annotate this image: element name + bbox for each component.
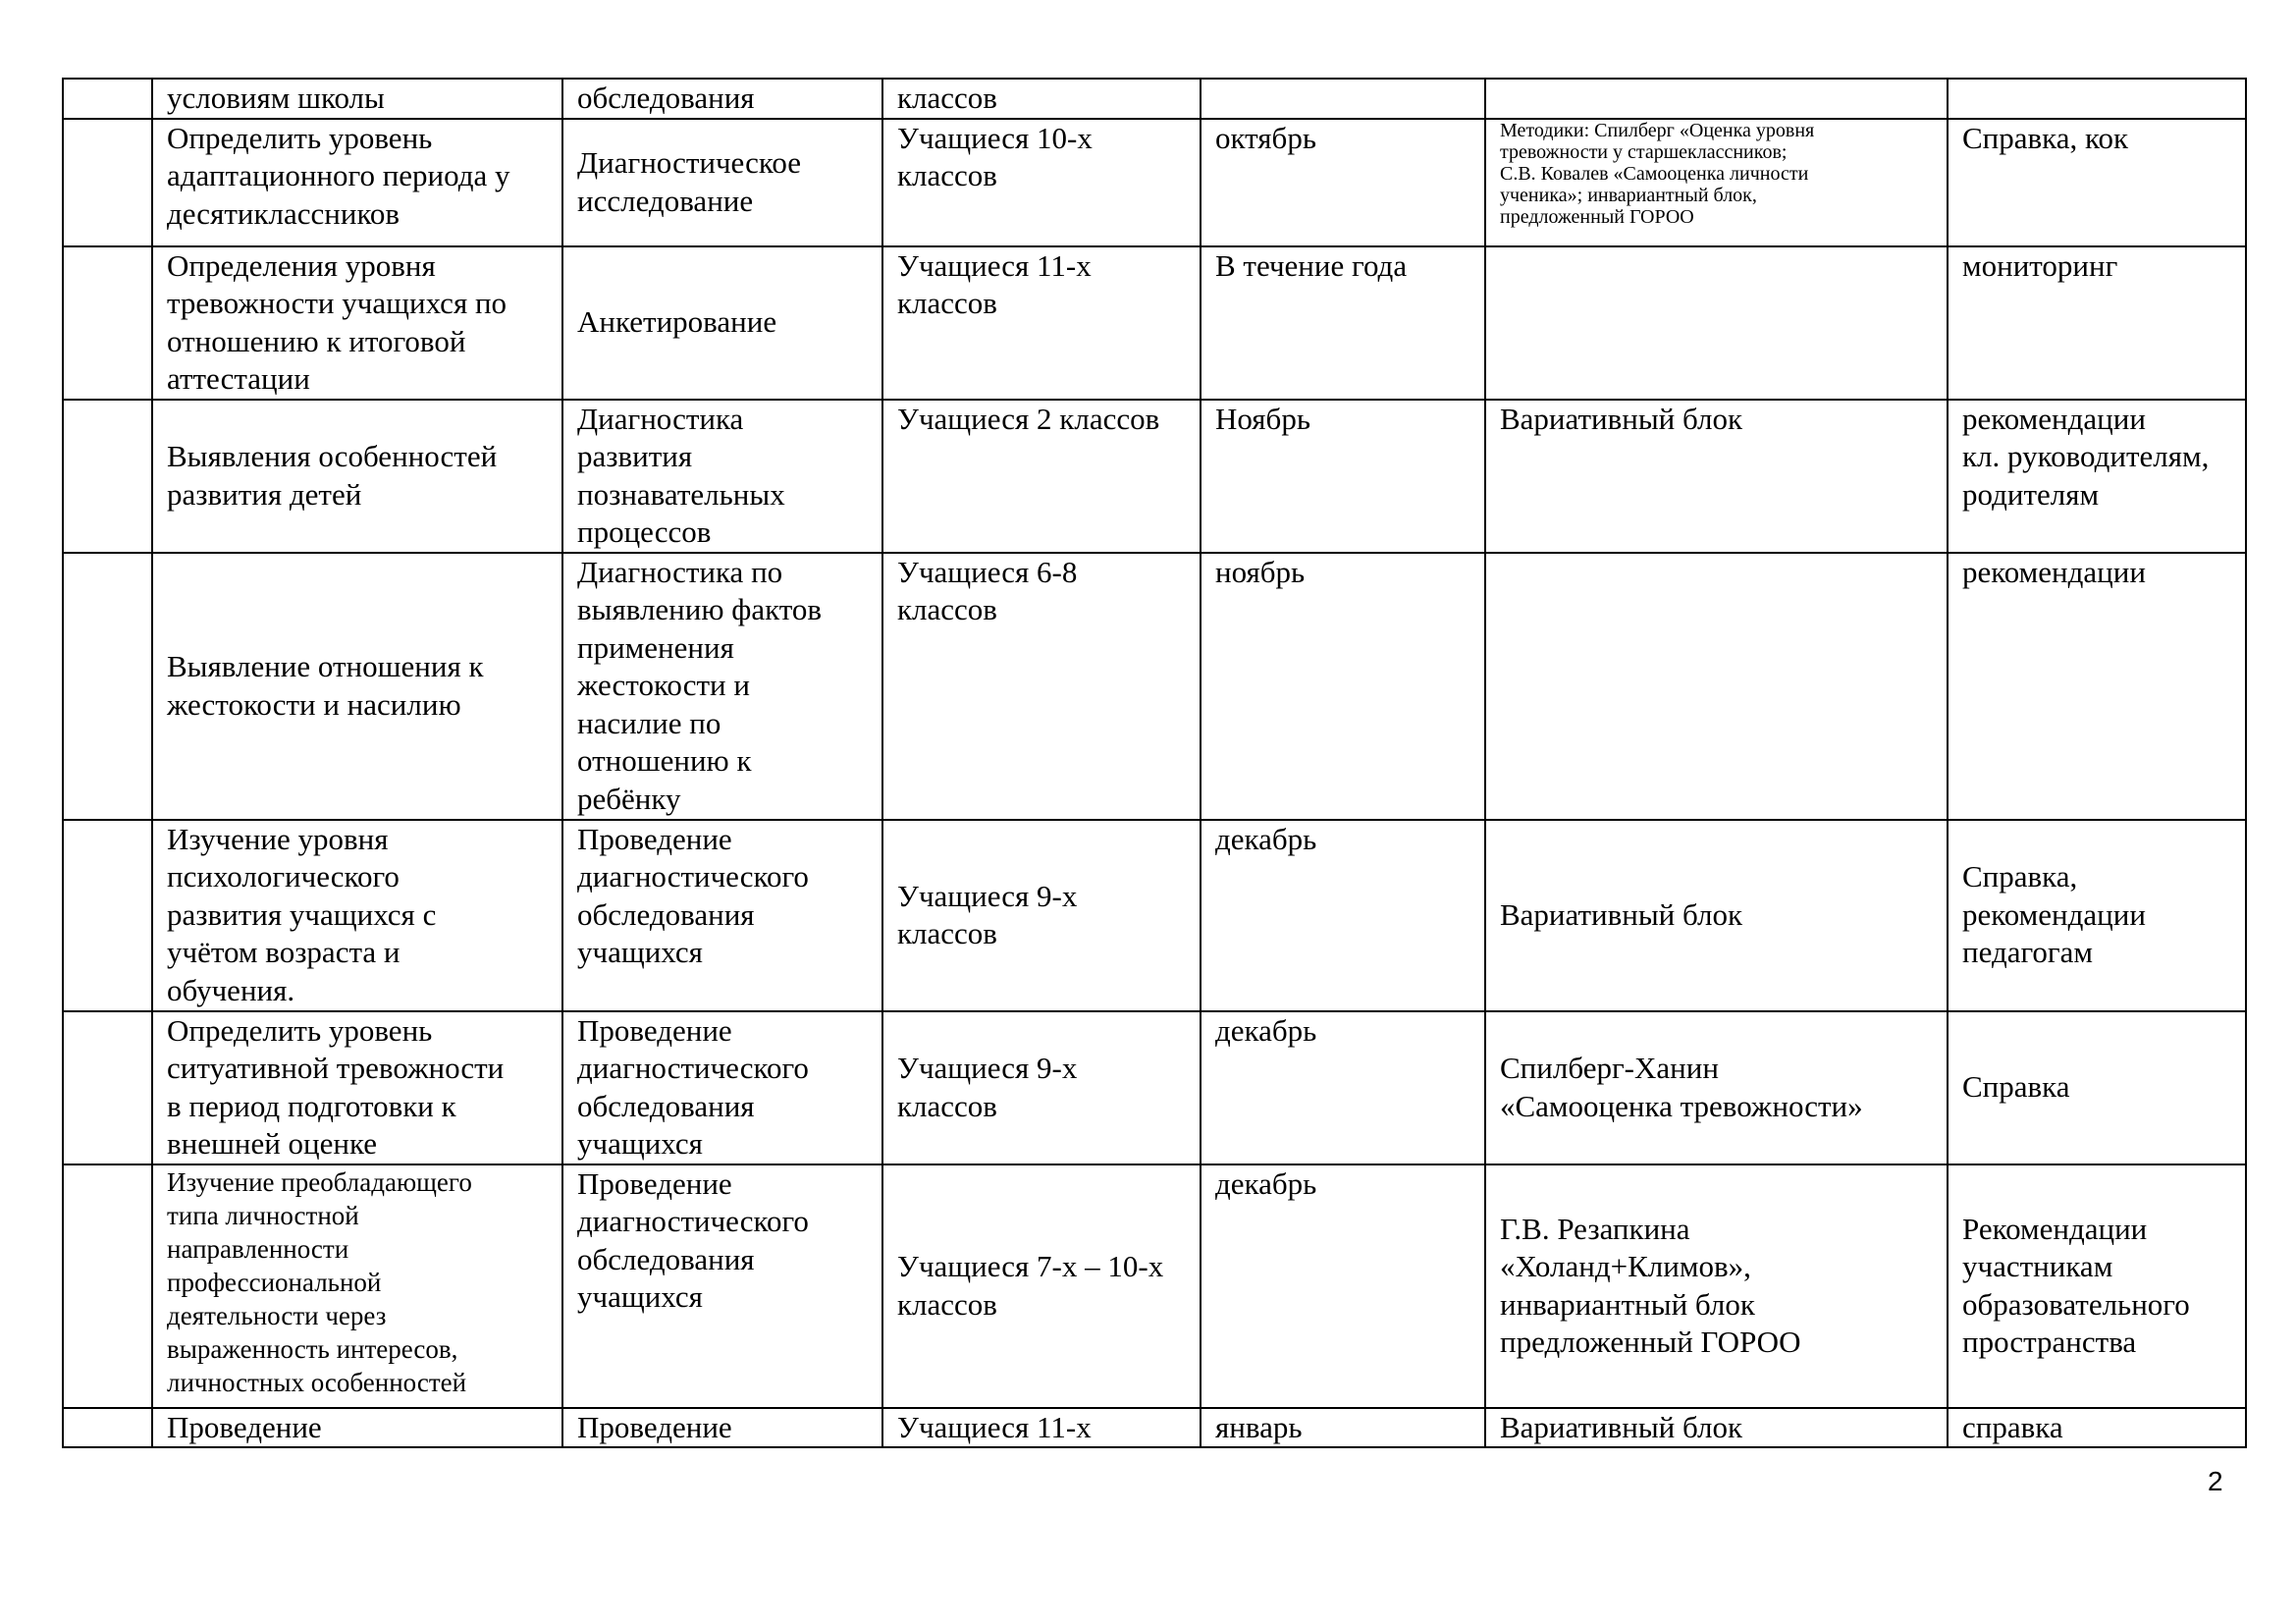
cell-text-line: обследования [577, 1088, 755, 1123]
cell-text-line: Учащиеся 11-х [897, 1409, 1092, 1444]
methods-cell [1485, 119, 1948, 246]
form-cell [562, 1408, 882, 1448]
table-row [63, 1011, 2246, 1164]
cell-text-line: октябрь [1215, 120, 1316, 155]
table-row [63, 400, 2246, 553]
page-number: 2 [2208, 1466, 2223, 1496]
cell-text-line: диагностического [577, 1204, 809, 1238]
cell-text-line: кл. руководителям, [1962, 439, 2210, 473]
cell-text-line: январь [1215, 1409, 1303, 1444]
result-cell [1948, 119, 2246, 246]
cell-text-line: В течение года [1215, 247, 1408, 283]
cell-text-line: Ноябрь [1215, 401, 1310, 436]
cell-text-line: отношению к итоговой [167, 323, 466, 358]
cell-text-line: образовательного [1962, 1286, 2190, 1322]
cell-text-line: обучения. [167, 972, 295, 1007]
cell-text-line: Проведение [577, 821, 732, 856]
cell-text-line: Вариативный блок [1500, 896, 1743, 932]
cell-text-line: Вариативный блок [1500, 401, 1743, 436]
cell-text-line: обследования [577, 896, 755, 932]
methods-cell [1485, 1408, 1948, 1448]
cell-text-line: Учащиеся 11-х [897, 247, 1092, 283]
number-cell [63, 1408, 152, 1448]
table-row [63, 246, 2246, 400]
cell-text-line: личностных особенностей [167, 1367, 467, 1397]
methods-cell [1485, 553, 1948, 820]
cell-text-line: развития учащихся с [167, 896, 437, 932]
cell-text-line: Диагностика [577, 401, 744, 436]
participants-cell [882, 246, 1201, 400]
cell-text-line: Диагностическое [577, 145, 801, 180]
cell-text-line: декабрь [1215, 1012, 1317, 1048]
cell-text-line: классов [897, 286, 997, 320]
number-cell [63, 1011, 152, 1164]
cell-text-line: Проведение [577, 1012, 732, 1048]
cell-text-line: классов [897, 158, 997, 192]
task-cell [152, 246, 562, 400]
participants-cell [882, 1011, 1201, 1164]
cell-text-line: родителям [1962, 476, 2100, 512]
task-cell [152, 119, 562, 246]
cell-text-line: тревожности у старшеклассников; [1500, 140, 1788, 163]
number-cell [63, 553, 152, 820]
table-row [63, 1164, 2246, 1408]
cell-text-line: учащихся [577, 1126, 703, 1161]
participants-cell [882, 119, 1201, 246]
form-cell [562, 79, 882, 119]
result-cell [1948, 79, 2246, 119]
cell-text-line: рекомендации [1962, 401, 2146, 436]
cell-text-line: Учащиеся 2 классов [897, 401, 1160, 436]
activity-plan-table [62, 78, 2247, 1448]
cell-text-line: Изучение преобладающего [167, 1166, 472, 1197]
cell-text-line: Справка, кок [1962, 120, 2129, 155]
cell-text-line: педагогам [1962, 935, 2094, 970]
methods-cell [1485, 79, 1948, 119]
cell-text-line: Проведение [167, 1409, 322, 1444]
cell-text-line: типа личностной [167, 1200, 359, 1230]
result-cell [1948, 1164, 2246, 1408]
cell-text-line: развития [577, 439, 693, 473]
task-cell [152, 79, 562, 119]
cell-text-line: предложенный ГОРОО [1500, 205, 1694, 228]
timing-cell [1201, 79, 1485, 119]
cell-text-line: Учащиеся 6-8 [897, 554, 1078, 589]
cell-text-line: мониторинг [1962, 247, 2118, 283]
cell-text-line: Диагностика по [577, 554, 783, 589]
table-row [63, 1408, 2246, 1448]
result-cell [1948, 400, 2246, 553]
cell-text-line: Вариативный блок [1500, 1409, 1743, 1444]
timing-cell [1201, 820, 1485, 1011]
form-cell [562, 400, 882, 553]
result-cell [1948, 1011, 2246, 1164]
cell-text-line: профессиональной [167, 1267, 382, 1297]
timing-cell [1201, 553, 1485, 820]
cell-text-line: декабрь [1215, 1165, 1317, 1201]
result-cell [1948, 1408, 2246, 1448]
cell-text-line: справка [1962, 1409, 2063, 1444]
cell-text-line: классов [897, 916, 997, 950]
cell-text-line: Справка [1962, 1069, 2070, 1105]
cell-text-line: развития детей [167, 476, 362, 512]
methods-cell [1485, 820, 1948, 1011]
timing-cell [1201, 246, 1485, 400]
cell-text-line: Справка, [1962, 859, 2078, 894]
number-cell [63, 400, 152, 553]
cell-text-line: пространства [1962, 1325, 2137, 1359]
task-cell [152, 1011, 562, 1164]
cell-text-line: Учащиеся 9-х [897, 878, 1078, 913]
cell-text-line: аттестации [167, 361, 310, 396]
cell-text-line: насилие по [577, 705, 721, 740]
task-cell [152, 820, 562, 1011]
cell-text-line: Учащиеся 9-х [897, 1051, 1078, 1085]
number-cell [63, 1164, 152, 1408]
participants-cell [882, 79, 1201, 119]
cell-text-line: в период подготовки к [167, 1088, 456, 1123]
cell-text-line: Изучение уровня [167, 821, 389, 856]
number-cell [63, 119, 152, 246]
cell-text-line: учётом возраста и [167, 935, 400, 969]
cell-text-line: рекомендации [1962, 554, 2146, 589]
methods-cell [1485, 1011, 1948, 1164]
cell-text-line: классов [897, 1088, 997, 1123]
cell-text-line: Спилберг-Ханин [1500, 1051, 1719, 1085]
timing-cell [1201, 400, 1485, 553]
cell-text-line: ученика»; инвариантный блок, [1500, 184, 1757, 206]
participants-cell [882, 820, 1201, 1011]
cell-text-line: Анкетирование [577, 304, 777, 340]
task-cell [152, 400, 562, 553]
participants-cell [882, 400, 1201, 553]
participants-cell [882, 1164, 1201, 1408]
form-cell [562, 820, 882, 1011]
cell-text-line: классов [897, 592, 997, 626]
cell-text-line: Определения уровня [167, 247, 436, 283]
cell-text-line: тревожности учащихся по [167, 286, 507, 320]
cell-text-line: Учащиеся 10-х [897, 120, 1093, 155]
cell-text-line: внешней оценке [167, 1126, 378, 1161]
cell-text-line: условиям школы [167, 81, 385, 115]
cell-text-line: деятельности через [167, 1300, 387, 1330]
table-row [63, 820, 2246, 1011]
cell-text-line: Методики: Спилберг «Оценка уровня [1500, 119, 1815, 141]
cell-text-line: классов [897, 1286, 997, 1322]
cell-text-line: Г.В. Резапкина [1500, 1211, 1690, 1246]
result-cell [1948, 246, 2246, 400]
cell-text-line: Рекомендации [1962, 1211, 2148, 1246]
number-cell [63, 246, 152, 400]
form-cell [562, 119, 882, 246]
cell-text-line: ребёнку [577, 781, 681, 816]
cell-text-line: Выявления особенностей [167, 439, 498, 473]
cell-text-line: ноябрь [1215, 554, 1306, 589]
cell-text-line: десятиклассников [167, 195, 400, 231]
result-cell [1948, 553, 2246, 820]
number-cell [63, 820, 152, 1011]
cell-text-line: рекомендации [1962, 896, 2146, 932]
cell-text-line: Учащиеся 7-х – 10-х [897, 1249, 1164, 1283]
cell-text-line: диагностического [577, 1051, 809, 1085]
table-row [63, 79, 2246, 119]
cell-text-line: исследование [577, 183, 754, 218]
cell-text-line: ситуативной тревожности [167, 1051, 505, 1085]
cell-text-line: жестокости и [577, 668, 750, 702]
form-cell [562, 246, 882, 400]
participants-cell [882, 553, 1201, 820]
cell-text-line: Определить уровень [167, 1012, 433, 1048]
cell-text-line: «Холанд+Климов», [1500, 1249, 1751, 1283]
cell-text-line: отношению к [577, 743, 752, 778]
table-row [63, 553, 2246, 820]
cell-text-line: «Самооценка тревожности» [1500, 1088, 1863, 1123]
cell-text-line: С.В. Ковалев «Самооценка личности [1500, 162, 1809, 185]
methods-cell [1485, 246, 1948, 400]
cell-text-line: выраженность интересов, [167, 1333, 458, 1364]
cell-text-line: Проведение [577, 1409, 732, 1444]
timing-cell [1201, 1011, 1485, 1164]
cell-text-line: диагностического [577, 859, 809, 893]
form-cell [562, 1164, 882, 1408]
cell-text-line: обследования [577, 81, 755, 115]
cell-text-line: направленности [167, 1233, 349, 1264]
number-cell [63, 79, 152, 119]
cell-text-line: познавательных [577, 476, 785, 512]
methods-cell [1485, 1164, 1948, 1408]
cell-text-line: обследования [577, 1241, 755, 1276]
form-cell [562, 1011, 882, 1164]
task-cell [152, 1408, 562, 1448]
cell-text-line: инвариантный блок [1500, 1286, 1755, 1322]
cell-text-line: процессов [577, 514, 712, 549]
cell-text-line: выявлению фактов [577, 592, 823, 626]
timing-cell [1201, 119, 1485, 246]
table-row [63, 119, 2246, 246]
form-cell [562, 553, 882, 820]
cell-text-line: Проведение [577, 1165, 732, 1201]
cell-text-line: применения [577, 629, 734, 665]
cell-text-line: декабрь [1215, 821, 1317, 856]
participants-cell [882, 1408, 1201, 1448]
timing-cell [1201, 1164, 1485, 1408]
cell-text-line: учащихся [577, 935, 703, 969]
result-cell [1948, 820, 2246, 1011]
timing-cell [1201, 1408, 1485, 1448]
cell-text-line: Выявление отношения к [167, 649, 484, 683]
cell-text-line: психологического [167, 859, 400, 893]
cell-text-line: жестокости и насилию [167, 686, 461, 722]
cell-text-line: адаптационного периода у [167, 158, 510, 192]
cell-text-line: классов [897, 81, 997, 115]
methods-cell [1485, 400, 1948, 553]
cell-text-line: Определить уровень [167, 120, 433, 155]
cell-text-line: учащихся [577, 1279, 703, 1314]
cell-text-line: предложенный ГОРОО [1500, 1325, 1801, 1359]
cell-text-line: участникам [1962, 1249, 2113, 1283]
task-cell [152, 1164, 562, 1408]
task-cell [152, 553, 562, 820]
